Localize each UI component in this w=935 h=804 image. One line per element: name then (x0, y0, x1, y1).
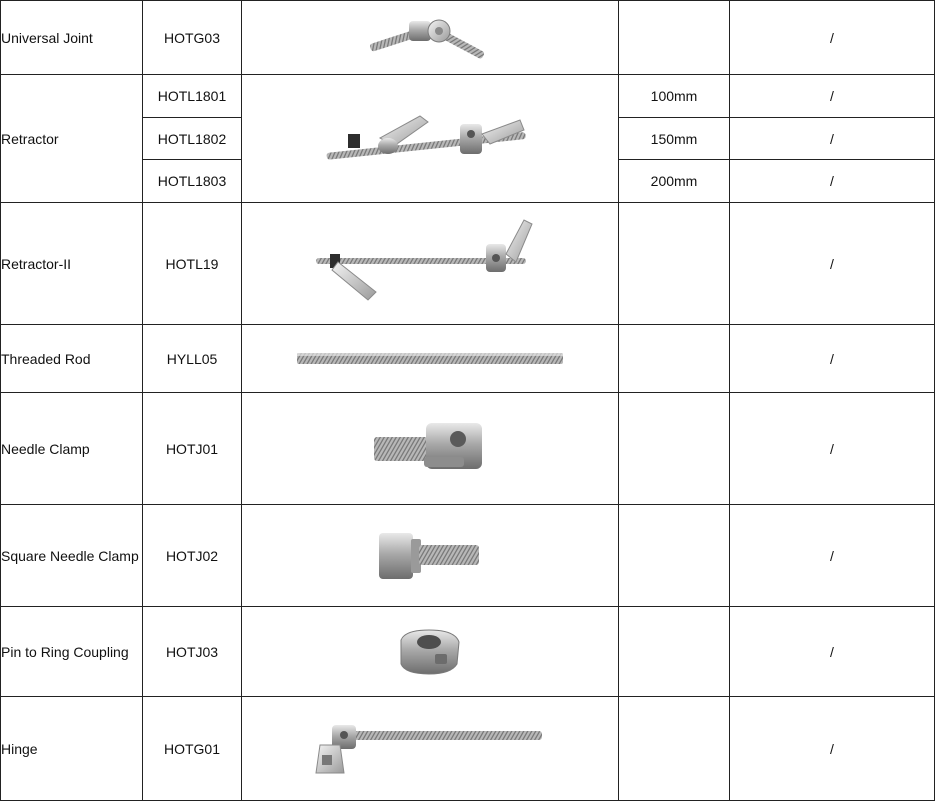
threaded-rod-icon (295, 349, 565, 369)
product-mark: / (730, 118, 935, 160)
table-row (1, 325, 935, 393)
product-name: Square Needle Clamp (1, 505, 143, 607)
product-name: Retractor-II (1, 203, 143, 325)
product-code: HOTJ02 (143, 505, 242, 607)
pin-to-ring-coupling-icon (395, 626, 465, 678)
table-row (1, 505, 935, 607)
product-mark: / (730, 203, 935, 325)
product-mark: / (730, 75, 935, 118)
square-needle-clamp-icon (375, 531, 485, 581)
product-mark: / (730, 697, 935, 801)
table-row (1, 1, 935, 75)
product-name: Hinge (1, 697, 143, 801)
product-code: HOTL1802 (143, 118, 242, 160)
product-mark: / (730, 505, 935, 607)
product-code: HOTJ01 (143, 393, 242, 505)
product-size: 100mm (619, 75, 730, 118)
product-size (619, 1, 730, 75)
product-name: Threaded Rod (1, 325, 143, 393)
product-image-cell (242, 505, 619, 607)
product-mark: / (730, 607, 935, 697)
needle-clamp-icon (370, 419, 490, 479)
product-size (619, 203, 730, 325)
product-image-cell (242, 203, 619, 325)
table-row (1, 203, 935, 325)
product-size (619, 697, 730, 801)
hinge-icon (310, 719, 550, 779)
product-size: 200mm (619, 160, 730, 203)
product-code: HYLL05 (143, 325, 242, 393)
product-code: HOTG03 (143, 1, 242, 75)
product-name: Needle Clamp (1, 393, 143, 505)
product-size (619, 505, 730, 607)
product-size: 150mm (619, 118, 730, 160)
product-mark: / (730, 325, 935, 393)
product-image-cell (242, 75, 619, 203)
product-size (619, 607, 730, 697)
table-row (1, 75, 935, 118)
table-row (1, 607, 935, 697)
product-size (619, 393, 730, 505)
table-row (1, 393, 935, 505)
product-name: Pin to Ring Coupling (1, 607, 143, 697)
product-image-cell (242, 1, 619, 75)
product-image-cell (242, 697, 619, 801)
product-image-cell (242, 393, 619, 505)
product-mark: / (730, 393, 935, 505)
product-image-cell (242, 607, 619, 697)
product-name: Retractor (1, 75, 143, 203)
product-code: HOTL19 (143, 203, 242, 325)
product-mark: / (730, 160, 935, 203)
retractor-icon (320, 104, 540, 174)
product-code: HOTG01 (143, 697, 242, 801)
product-code: HOTJ03 (143, 607, 242, 697)
table-row (1, 697, 935, 801)
product-image-cell (242, 325, 619, 393)
product-mark: / (730, 1, 935, 75)
product-code: HOTL1803 (143, 160, 242, 203)
product-name: Universal Joint (1, 1, 143, 75)
product-size (619, 325, 730, 393)
retractor-ii-icon (310, 214, 550, 314)
product-code: HOTL1801 (143, 75, 242, 118)
universal-joint-icon (365, 13, 495, 63)
